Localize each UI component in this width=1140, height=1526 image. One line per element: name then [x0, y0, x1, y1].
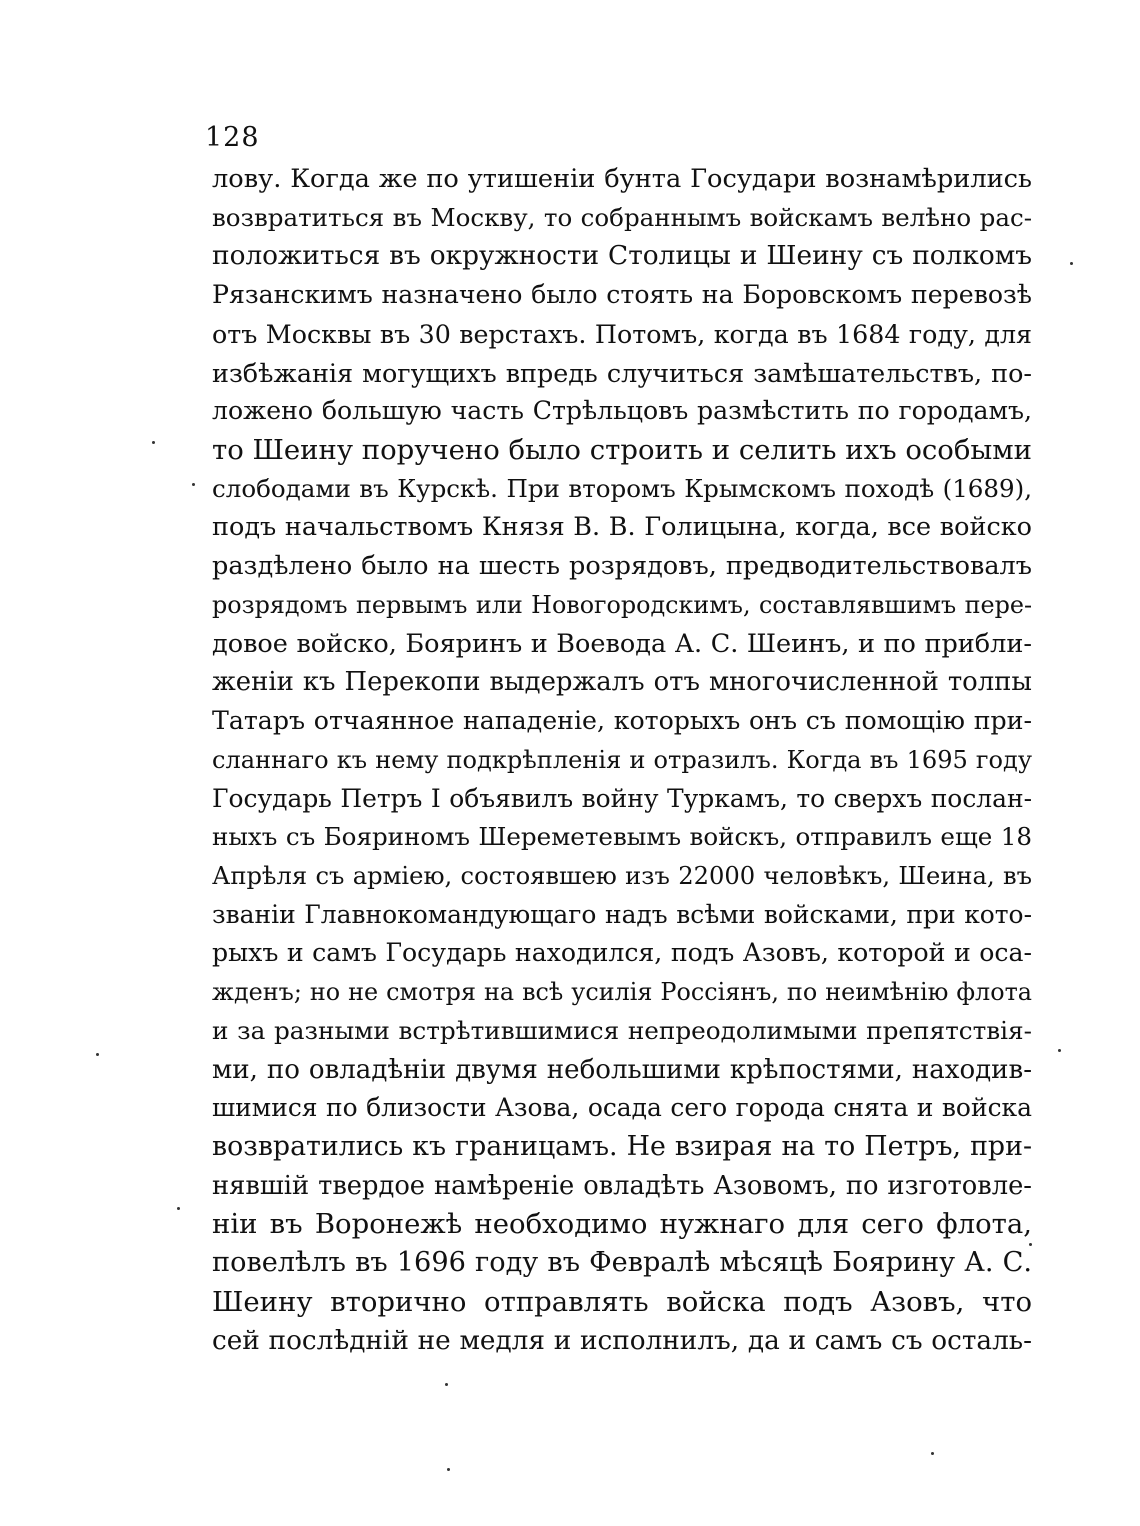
text-line: довое войско, Бояринъ и Воевода А. С. Шеинъ, и по прибли-	[212, 628, 1032, 659]
text-line: и за разными встрѣтившимися непреодолимыми препятствiя-	[212, 1015, 1032, 1045]
text-line: раздѣлено было на шесть розрядовъ, предводительствовалъ	[212, 551, 1032, 582]
text-line: Государь Петръ I объявилъ войну Туркамъ, то сверхъ послан-	[212, 783, 1032, 813]
scan-speck	[177, 1207, 180, 1210]
scan-speck	[445, 1383, 448, 1386]
text-line: лову. Когда же по утишенiи бунта Государи вознамѣрились	[212, 164, 1032, 194]
text-line: званiи Главнокомандующаго надъ всѣми войсками, при кото-	[212, 899, 1032, 929]
scan-speck	[96, 1053, 99, 1056]
body-text	[212, 160, 1032, 1360]
text-line: жденъ; но не смотря на всѣ усилiя Россiянъ, по неимѣнiю флота	[212, 978, 1032, 1007]
text-line: сей послѣднiй не медля и исполнилъ, да и самъ съ осталь-	[212, 1325, 1032, 1356]
text-line: женiи къ Перекопи выдержалъ отъ многочисленной толпы	[212, 667, 1032, 698]
text-line: нiи въ Воронежѣ необходимо нужнаго для сего флота,	[212, 1208, 1032, 1241]
scan-speck	[447, 1468, 450, 1471]
text-line: подъ начальствомъ Князя В. В. Голицына, когда, все войско	[212, 512, 1032, 543]
text-line: возвратились къ границамъ. Не взирая на то Петръ, при-	[212, 1130, 1032, 1162]
text-line: повелѣлъ въ 1696 году въ Февралѣ мѣсяцѣ Боярину А. С.	[212, 1247, 1032, 1279]
text-line: Шеину вторично отправлять войска подъ Азовъ, что	[212, 1285, 1032, 1318]
page-number: 128	[205, 122, 260, 153]
text-line: Татаръ отчаянное нападенiе, которыхъ онъ съ помощiю при-	[212, 706, 1032, 736]
text-line: рыхъ и самъ Государь находился, подъ Азовъ, которой и оса-	[212, 938, 1032, 968]
text-line: возвратиться въ Москву, то собраннымъ войскамъ велѣно рас-	[212, 202, 1032, 232]
text-line: ныхъ съ Бояриномъ Шереметевымъ войскъ, отправилъ еще 18	[212, 822, 1032, 852]
text-line: ми, по овладѣнiи двумя небольшими крѣпостями, находив-	[212, 1054, 1032, 1085]
scan-speck	[192, 483, 195, 486]
text-line: слободами въ Курскѣ. При второмъ Крымскомъ походѣ (1689),	[212, 473, 1032, 503]
scan-speck	[931, 1452, 934, 1455]
text-line: шимися по близости Азова, осада сего города снята и войска	[212, 1093, 1032, 1123]
text-line: то Шеину поручено было строить и селить ихъ особыми	[212, 434, 1032, 467]
text-line: отъ Москвы въ 30 верстахъ. Потомъ, когда въ 1684 году, для	[212, 318, 1032, 349]
text-line: сланнаго къ нему подкрѣпленiя и отразилъ. Когда въ 1695 году	[212, 745, 1032, 774]
scan-speck	[1070, 262, 1073, 265]
text-line: Апрѣля съ армiею, состоявшею изъ 22000 человѣкъ, Шеина, въ	[212, 861, 1032, 890]
text-line: положиться въ окружности Столицы и Шеину съ полкомъ	[212, 241, 1032, 272]
text-line: розрядомъ первымъ или Новогородскимъ, составлявшимъ пере-	[212, 590, 1032, 619]
scan-speck	[1029, 1243, 1032, 1246]
text-line: избѣжанiя могущихъ впредь случиться замѣшательствъ, по-	[212, 357, 1032, 388]
scan-speck	[152, 441, 155, 444]
text-line: ложено большую часть Стрѣльцовъ размѣстить по городамъ,	[212, 396, 1032, 426]
text-line: нявшiй твердое намѣренiе овладѣть Азовомъ, по изготовле-	[212, 1170, 1032, 1201]
text-line: Рязанскимъ назначено было стоять на Боровскомъ перевозѣ	[212, 280, 1032, 310]
scan-speck	[1058, 1049, 1061, 1052]
